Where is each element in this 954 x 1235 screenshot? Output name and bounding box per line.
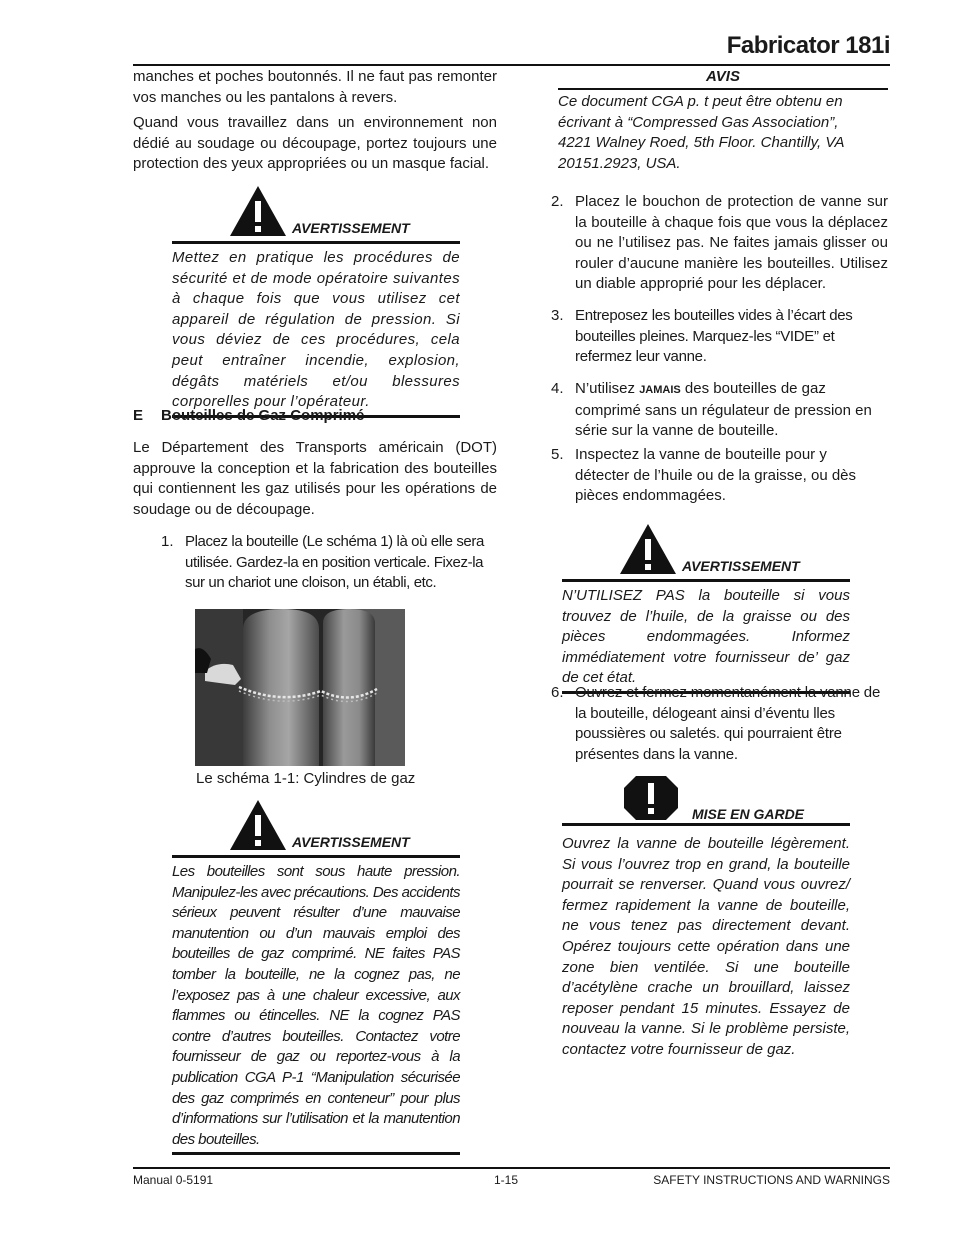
- warning-text: Mettez en pratique les procédures de sécurité et de mode opératoire suivantes à chaque fois que vous utilisez cet appareil de régulation de pression. Si vous déviez de ces procédures, cela peut entraîner incendie, explosion, dégâts matériels et/ou blessures corporelles pour l’opérateur.: [172, 249, 460, 411]
- footer-section-title: SAFETY INSTRUCTIONS AND WARNINGS: [653, 1173, 890, 1187]
- warning-top-rule: [562, 579, 850, 582]
- warning-triangle-icon: [228, 184, 288, 238]
- list-text: Inspectez la vanne de bouteille pour y détecter de l’huile ou de la graisse, ou dès pièces endommagées.: [575, 446, 857, 505]
- list-text: Entreposez les bouteilles vides à l’écart des bouteilles pleines. Marquez-les “VIDE” et refermez leur vanne.: [575, 307, 853, 366]
- caution-label: MISE EN GARDE: [692, 806, 805, 822]
- list-number: 3.: [551, 307, 564, 324]
- warning-label: AVERTISSEMENT: [292, 834, 410, 850]
- list-number: 2.: [551, 193, 564, 210]
- caution-rule: [562, 823, 850, 826]
- caution-text: Ouvrez la vanne de bouteille légèrement. Si vous l’ouvrez trop en grand, la bouteille pourrait se renverser. Quand vous ouvrez/ fermez rapidement la vanne de bouteille, ne vous tenez pas directement devant. Opérez toujours cette opération dans une zone bien ventilée. Si une bouteille d’acétylène crache un brouillard, laissez reposer pendant 15 minutes. Essayez de nouveau la vanne. Si le problème persiste, contactez votre fournisseur de gaz.: [562, 835, 850, 1058]
- warning-triangle-icon: [618, 522, 678, 576]
- paragraph-dot: Le Département des Transports américain (DOT) approuve la conception et la fabrication des bouteilles qui contiennent les gaz utilisés pour les opérations de soudage ou de découpage.: [133, 439, 497, 518]
- warning-label: AVERTISSEMENT: [292, 220, 410, 236]
- warning-box-1: [172, 184, 460, 418]
- paragraph-clothing: manches et poches boutonnés. Il ne faut pas remonter vos manches ou les pantalons à revers.: [133, 68, 497, 106]
- section-letter: E: [133, 407, 144, 424]
- list-text: Placez la bouteille (Le schéma 1) là où elle sera utilisée. Gardez-la en position verticale. Fixez-la sur un chariot une cloison, un établi, etc.: [185, 533, 484, 592]
- list-text-post: des bouteilles de gaz comprimé sans un régulateur de pression en série sur la vanne de bouteille.: [575, 380, 872, 440]
- warning-triangle-icon: [228, 798, 288, 852]
- list-text: [575, 379, 888, 442]
- list-text-pre: N’utilisez: [575, 380, 640, 397]
- paragraph-eye-protection: Quand vous travaillez dans un environnement non dédié au soudage ou découpage, portez toujours une protection des yeux appropriées ou un masque facial.: [133, 114, 497, 173]
- notice-text: Ce document CGA p. t peut être obtenu en écrivant à “Compressed Gas Association”, 4221 Walney Roed, 5th Floor. Chantilly, VA 20151.2923, USA.: [558, 93, 844, 172]
- warning-box-3: [562, 522, 850, 694]
- warning-label: AVERTISSEMENT: [682, 558, 800, 574]
- list-text: Ouvrez et fermez momentanément la vanne de la bouteille, délogeant ainsi d’éventu lles poussières ou saletés. qui pourraient être présentes dans la vanne.: [575, 684, 881, 763]
- warning-bottom-rule: [172, 1152, 460, 1155]
- section-heading: Bouteilles de Gaz Comprimé: [161, 407, 365, 424]
- warning-top-rule: [172, 241, 460, 244]
- figure-caption: Le schéma 1-1: Cylindres de gaz: [196, 770, 416, 787]
- warning-top-rule: [172, 855, 460, 858]
- list-text: Placez le bouchon de protection de vanne sur la bouteille à chaque fois que vous la déplacez ou ne l’utilisez pas. Ne faites jamais glisser ou rouler d’aucune manière les bouteilles. Utilisez un diable approprié pour les déplacer.: [575, 193, 888, 293]
- footer-manual-number: Manual 0-5191: [133, 1173, 214, 1187]
- warning-box-2: [172, 798, 460, 1155]
- list-number: 1.: [161, 533, 174, 550]
- emphasis-keyword: JAMAIS: [639, 384, 681, 396]
- footer-page-number: 1-15: [493, 1173, 519, 1187]
- caution-box: [562, 774, 850, 1063]
- page-title: Fabricator 181i: [726, 32, 890, 59]
- footer-rule: [133, 1167, 890, 1169]
- caution-octagon-icon: [622, 774, 680, 822]
- warning-text: Les bouteilles sont sous haute pression. Manipulez-les avec précautions. Des accidents sérieux peuvent résulter d’une mauvaise manutention ou d’un mauvais emploi des bouteilles de gaz comprimé. NE faites PAS tomber la bouteille, ne la cognez pas, ne l’exposez pas à une chaleur excessive, aux flammes ou étincelles. NE la cognez PAS contre d’autres bouteilles. Contactez votre fournisseur de gaz ou reportez-vous à la publication CGA P-1 “Manipulation sécurisée des gaz comprimés en conteneur” pour plus d’informations sur l’utilisation et la manutention des bouteilles.: [172, 863, 460, 1148]
- warning-text: N’UTILISEZ PAS la bouteille si vous trouvez de l’huile, de la graisse ou des pièces endommagées. Informez immédiatement votre fournisseur de’ gaz de cet état.: [562, 587, 850, 687]
- list-number: 5.: [551, 446, 564, 463]
- list-number: 4.: [551, 380, 564, 397]
- cylinders-photo: [195, 609, 405, 766]
- notice-rule: [558, 88, 888, 90]
- list-number: 6.: [551, 684, 564, 701]
- notice-box: [558, 66, 888, 174]
- notice-label: AVIS: [706, 68, 740, 85]
